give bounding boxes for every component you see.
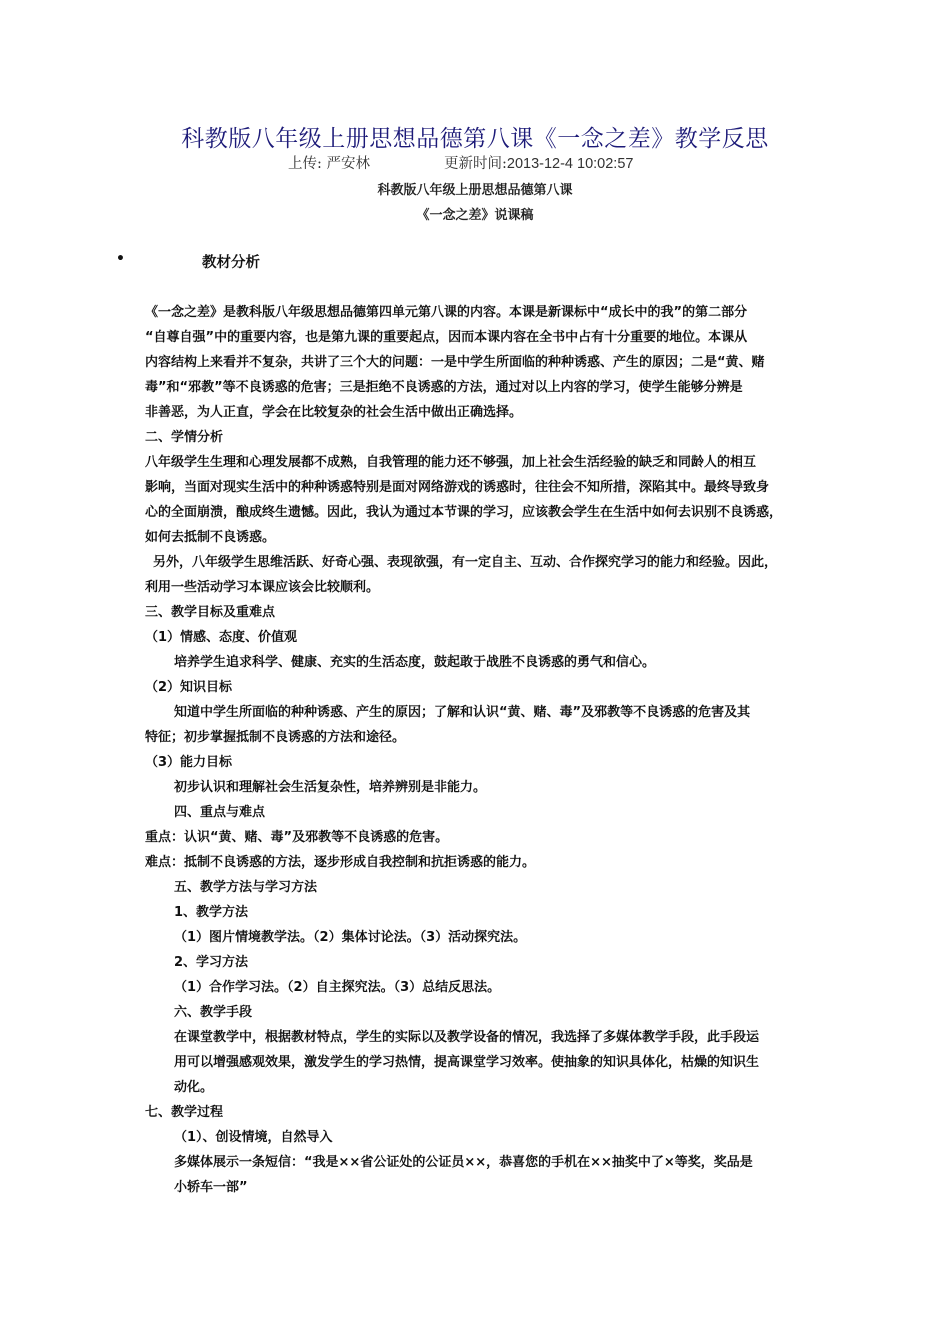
- subsection-heading: 2、学习方法: [174, 955, 249, 970]
- text-line: 知道中学生所面临的种种诱惑、产生的原因；了解和认识“黄、赌、毒”及邪教等不良诱惑的危害及其: [174, 705, 751, 720]
- text-line: 心的全面崩溃，酿成终生遗憾。因此，我认为通过本节课的学习，应该教会学生在生活中如何去识别不良诱惑，: [145, 505, 783, 520]
- subsection-heading: 1、教学方法: [174, 905, 249, 920]
- document-title: 科教版八年级上册思想品德第八课《一念之差》教学反思: [181, 126, 769, 152]
- text-line: 另外，八年级学生思维活跃、好奇心强、表现欲强，有一定自主、互动、合作探究学习的能力和经验。因此，: [153, 555, 778, 570]
- subsection-heading: （3）能力目标: [145, 755, 233, 770]
- text-line: 小轿车一部”: [174, 1180, 248, 1195]
- section-heading: 五、教学方法与学习方法: [174, 880, 318, 895]
- text-line: 利用一些活动学习本课应该会比较顺利。: [145, 580, 380, 595]
- section-heading: 四、重点与难点: [174, 805, 266, 820]
- text-line: 培养学生追求科学、健康、充实的生活态度，鼓起敢于战胜不良诱惑的勇气和信心。: [174, 655, 656, 670]
- subsection-heading: （1）、创设情境，自然导入: [174, 1130, 333, 1145]
- text-line: 动化。: [174, 1080, 214, 1095]
- text-line: 《一念之差》是教科版八年级思想品德第四单元第八课的内容。本课是新课标中“成长中的我”的第二部分: [145, 305, 748, 320]
- bullet-dot-icon: •: [116, 251, 125, 267]
- uploader-name: 严安林: [326, 156, 370, 172]
- text-line: 八年级学生生理和心理发展都不成熟，自我管理的能力还不够强，加上社会生活经验的缺乏和同龄人的相互: [145, 455, 757, 470]
- text-line: 用可以增强感观效果，激发学生的学习热情，提高课堂学习效率。使抽象的知识具体化，枯燥的知识生: [174, 1055, 760, 1070]
- subsection-heading: （1）情感、态度、价值观: [145, 630, 298, 645]
- text-line: 初步认识和理解社会生活复杂性，培养辨别是非能力。: [174, 780, 487, 795]
- section-heading: 六、教学手段: [174, 1005, 253, 1020]
- section-heading: 二、学情分析: [145, 430, 224, 445]
- update-info: [444, 152, 633, 173]
- text-line: 在课堂教学中，根据教材特点，学生的实际以及教学设备的情况，我选择了多媒体教学手段，此手段运: [174, 1030, 760, 1045]
- text-line: 毒”和“邪教”等不良诱惑的危害；三是拒绝不良诱惑的方法，通过对以上内容的学习，使学生能够分辨是: [145, 380, 743, 395]
- text-line: 如何去抵制不良诱惑。: [145, 530, 276, 545]
- updated-label: 更新时间:: [444, 156, 507, 172]
- subsection-heading: （2）知识目标: [145, 680, 233, 695]
- uploader-label: 上传:: [288, 156, 322, 172]
- text-line: 影响，当面对现实生活中的种种诱惑特别是面对网络游戏的诱惑时，往往会不知所措，深陷其中。最终导致身: [145, 480, 770, 495]
- subtitle-lesson: 《一念之差》说课稿: [416, 208, 534, 223]
- text-line: 内容结构上来看并不复杂，共讲了三个大的问题：一是中学生所面临的种种诱惑、产生的原因；二是“黄、赌: [145, 355, 765, 370]
- updated-time: 2013-12-4 10:02:57: [506, 156, 634, 172]
- text-line: 非善恶，为人正直，学会在比较复杂的社会生活中做出正确选择。: [145, 405, 523, 420]
- text-line: 难点：抵制不良诱惑的方法，逐步形成自我控制和抗拒诱惑的能力。: [145, 855, 536, 870]
- section-heading: 七、教学过程: [145, 1105, 224, 1120]
- text-line: 多媒体展示一条短信：“我是××省公证处的公证员××，恭喜您的手机在××抽奖中了×等奖，奖品是: [174, 1155, 753, 1170]
- subtitle-course: 科教版八年级上册思想品德第八课: [377, 183, 573, 198]
- text-line: “自尊自强”中的重要内容，也是第九课的重要起点，因而本课内容在全书中占有十分重要的地位。本课从: [145, 330, 748, 345]
- text-line: 重点：认识“黄、赌、毒”及邪教等不良诱惑的危害。: [145, 830, 449, 845]
- text-line: （1）合作学习法。（2）自主探究法。（3）总结反思法。: [174, 980, 501, 995]
- upload-info: [288, 152, 370, 173]
- text-line: 特征；初步掌握抵制不良诱惑的方法和途径。: [145, 730, 406, 745]
- section-heading: 三、教学目标及重难点: [145, 605, 276, 620]
- section-heading: 教材分析: [202, 255, 260, 271]
- text-line: （1）图片情境教学法。（2）集体讨论法。（3）活动探究法。: [174, 930, 527, 945]
